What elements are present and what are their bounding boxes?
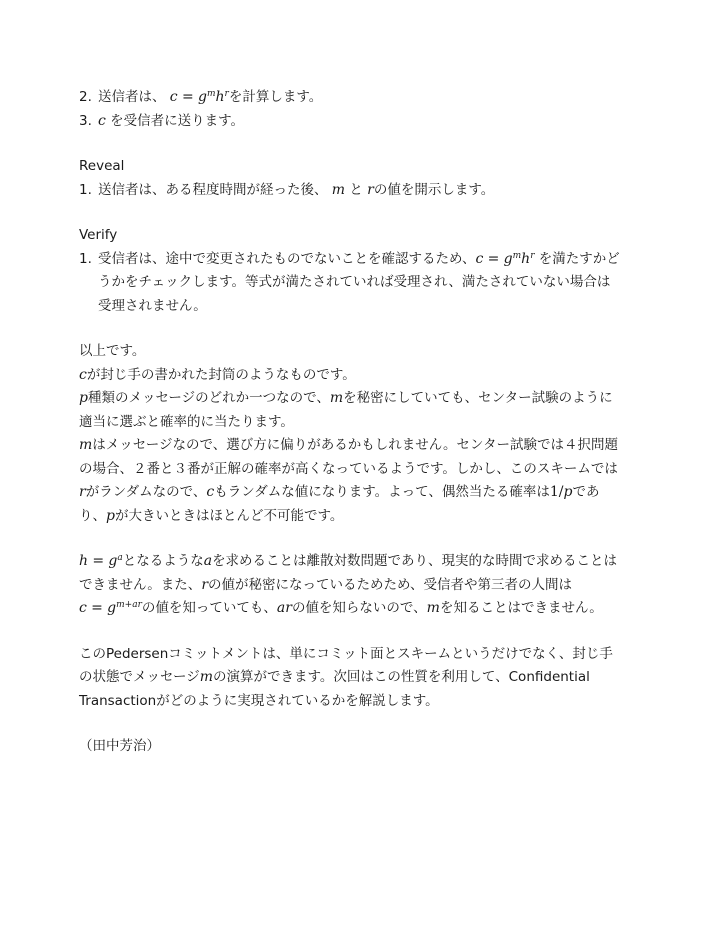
list-number: 1. xyxy=(79,181,92,198)
dlog-line-3: $c = g^{m+ar}$の値を知っていても、arの値を知らないので、mを知ることはできません。 xyxy=(79,600,603,616)
list-number: 2. xyxy=(79,89,92,105)
list-number: 1. xyxy=(79,250,92,267)
summary-intro: 以上です。 xyxy=(79,343,146,359)
commit-step-3 xyxy=(79,110,659,134)
summary-envelope: cが封じ手の書かれた封筒のようなものです。 xyxy=(79,366,356,383)
dlog-line-2: できません。また、rの値が秘密になっているためため、受信者や第三者の人間は xyxy=(79,576,572,593)
summary-bias-4: り、pが大きいときはほとんど不可能です。 xyxy=(79,507,344,524)
step-text: 送信者は、 xyxy=(98,89,166,105)
verify-step-1-line-3: 受理されません。 xyxy=(98,297,207,314)
reveal-step-1 xyxy=(79,179,659,203)
verify-step-1-line-2: うかをチェックします。等式が満たされていれば受理され、満たされていない場合は xyxy=(98,274,611,290)
list-number: 3. xyxy=(79,112,92,129)
author-signature: （田中芳治） xyxy=(79,738,160,754)
summary-bias-1: mはメッセージなので、選び方に偏りがあるかもしれません。センター試験では４択問題 xyxy=(79,437,618,453)
commit-step-2 xyxy=(79,86,659,110)
formula-commitment: $c = g^mh^r$ xyxy=(169,89,229,105)
math-r: r xyxy=(367,181,374,198)
step-text: 受信者は、途中で変更されたものでないことを確認するため、 xyxy=(98,250,476,267)
document-body xyxy=(79,86,659,759)
summary-probability-2: 適当に選ぶと確率的に当たります。 xyxy=(79,413,294,430)
reveal-heading: Reveal xyxy=(79,158,125,174)
step-text: を満たすかど xyxy=(538,250,620,267)
summary-bias-2: の場合、２番と３番が正解の確率が高くなっているようです。しかし、このスキームでは xyxy=(79,460,618,477)
step-text: を受信者に送ります。 xyxy=(110,112,245,129)
closing-line-3: Transactionがどのように実現されているかを解説します。 xyxy=(79,692,439,709)
closing-line-2: の状態でメッセージmの演算ができます。次回はこの性質を利用して、Confidential xyxy=(79,669,590,685)
dlog-line-1: $h = g^a$となるようなaを求めることは離散対数問題であり、現実的な時間で求めることは xyxy=(79,553,618,569)
step-text: の値を開示します。 xyxy=(373,181,495,198)
step-text: 送信者は、ある程度時間が経った後、 xyxy=(98,181,328,198)
step-text: と xyxy=(349,181,363,198)
summary-bias-3: rがランダムなので、cもランダムな値になります。よって、偶然当たる確率は1/pであ xyxy=(79,484,600,500)
step-text: を計算します。 xyxy=(228,89,323,105)
summary-probability-1: p種類のメッセージのどれか一つなので、mを秘密にしていても、センター試験のように xyxy=(79,390,613,406)
verify-step-1 xyxy=(79,248,659,272)
verify-heading: Verify xyxy=(79,227,118,243)
closing-line-1: このPedersenコミットメントは、単にコミット面とスキームというだけでなく、封じ手 xyxy=(79,645,613,662)
math-c: c xyxy=(98,112,106,129)
formula-commitment: $c = g^mh^r$ xyxy=(475,250,535,267)
math-m: m xyxy=(331,181,346,198)
